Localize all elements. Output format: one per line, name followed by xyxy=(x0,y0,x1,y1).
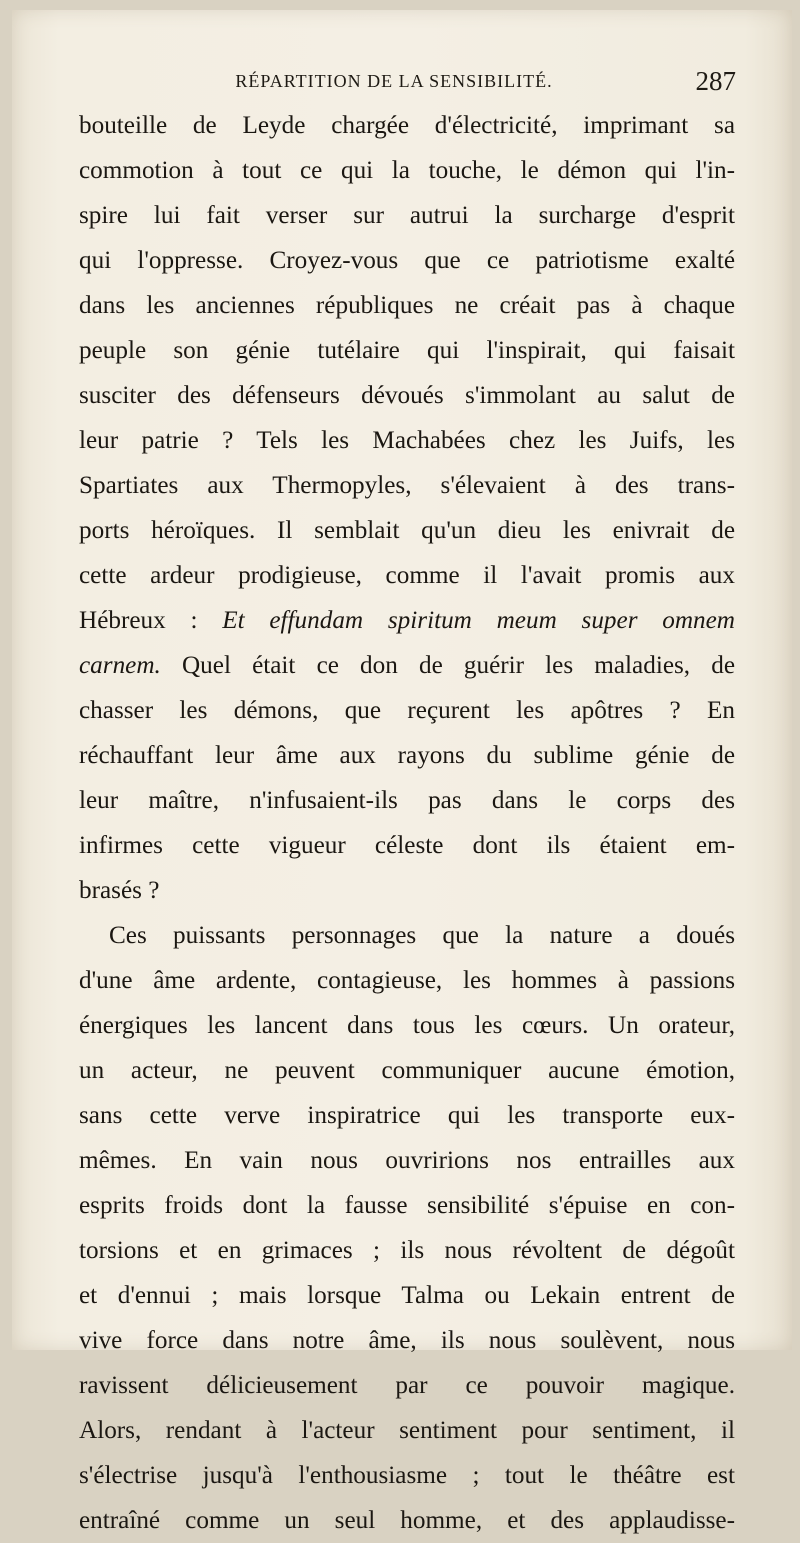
paragraph-start-line: Ces puissants personnages que la nature a doués xyxy=(109,922,735,949)
text-line: bouteille de Leyde chargée d'électricité, imprimant sa xyxy=(79,112,735,139)
text-line: peuple son génie tutélaire qui l'inspirait, qui faisait xyxy=(79,337,735,364)
text-line: réchauffant leur âme aux rayons du sublime génie de xyxy=(79,742,735,769)
text-line: torsions et en grimaces ; ils nous révoltent de dégoût xyxy=(79,1237,735,1264)
text-line: spire lui fait verser sur autrui la surcharge d'esprit xyxy=(79,202,735,229)
text-line: qui l'oppresse. Croyez-vous que ce patriotisme exalté xyxy=(79,247,735,274)
text-line: dans les anciennes républiques ne créait pas à chaque xyxy=(79,292,735,319)
paragraph-end-line: brasés ? xyxy=(79,877,160,904)
text-line-with-quotation xyxy=(79,643,735,688)
text-line: s'électrise jusqu'à l'enthousiasme ; tout le théâtre est xyxy=(79,1462,735,1489)
latin-quotation-end: carnem. xyxy=(79,652,161,679)
running-head xyxy=(82,66,736,106)
text-fragment: Hébreux : xyxy=(79,607,223,634)
text-line: ports héroïques. Il semblait qu'un dieu les enivrait de xyxy=(79,517,735,544)
text-line: ravissent délicieusement par ce pouvoir magique. xyxy=(79,1372,735,1399)
text-line: sans cette verve inspiratrice qui les transporte eux- xyxy=(79,1102,735,1129)
text-line: esprits froids dont la fausse sensibilité s'épuise en con- xyxy=(79,1192,735,1219)
book-page xyxy=(12,10,792,1534)
text-line: leur patrie ? Tels les Machabées chez les Juifs, les xyxy=(79,427,735,454)
text-line: d'une âme ardente, contagieuse, les hommes à passions xyxy=(79,967,735,994)
text-line: mêmes. En vain nous ouvririons nos entrailles aux xyxy=(79,1147,735,1174)
text-line: leur maître, n'infusaient-ils pas dans le corps des xyxy=(79,787,735,814)
page-number: 287 xyxy=(695,66,736,96)
text-line: entraîné comme un seul homme, et des applaudisse- xyxy=(79,1507,735,1534)
text-fragment: Quel était ce don de guérir les maladies, de xyxy=(160,652,735,679)
text-line: cette ardeur prodigieuse, comme il l'avait promis aux xyxy=(79,562,735,589)
text-line: vive force dans notre âme, ils nous soulèvent, nous xyxy=(79,1327,735,1354)
text-line: énergiques les lancent dans tous les cœurs. Un orateur, xyxy=(79,1012,735,1039)
latin-quotation: Et effundam spiritum meum super omnem xyxy=(222,607,735,634)
text-line: susciter des défenseurs dévoués s'immolant au salut de xyxy=(79,382,735,409)
text-line: Alors, rendant à l'acteur sentiment pour sentiment, il xyxy=(79,1417,735,1444)
text-line: commotion à tout ce qui la touche, le démon qui l'in- xyxy=(79,157,735,184)
text-line: et d'ennui ; mais lorsque Talma ou Lekain entrent de xyxy=(79,1282,735,1309)
running-title: RÉPARTITION DE LA SENSIBILITÉ. xyxy=(235,71,553,91)
text-line-with-quotation xyxy=(79,598,735,643)
text-line: un acteur, ne peuvent communiquer aucune émotion, xyxy=(79,1057,735,1084)
text-line: Spartiates aux Thermopyles, s'élevaient à des trans- xyxy=(79,472,735,499)
text-line: chasser les démons, que reçurent les apôtres ? En xyxy=(79,697,735,724)
text-block xyxy=(79,103,735,1543)
text-line: infirmes cette vigueur céleste dont ils étaient em- xyxy=(79,832,735,859)
